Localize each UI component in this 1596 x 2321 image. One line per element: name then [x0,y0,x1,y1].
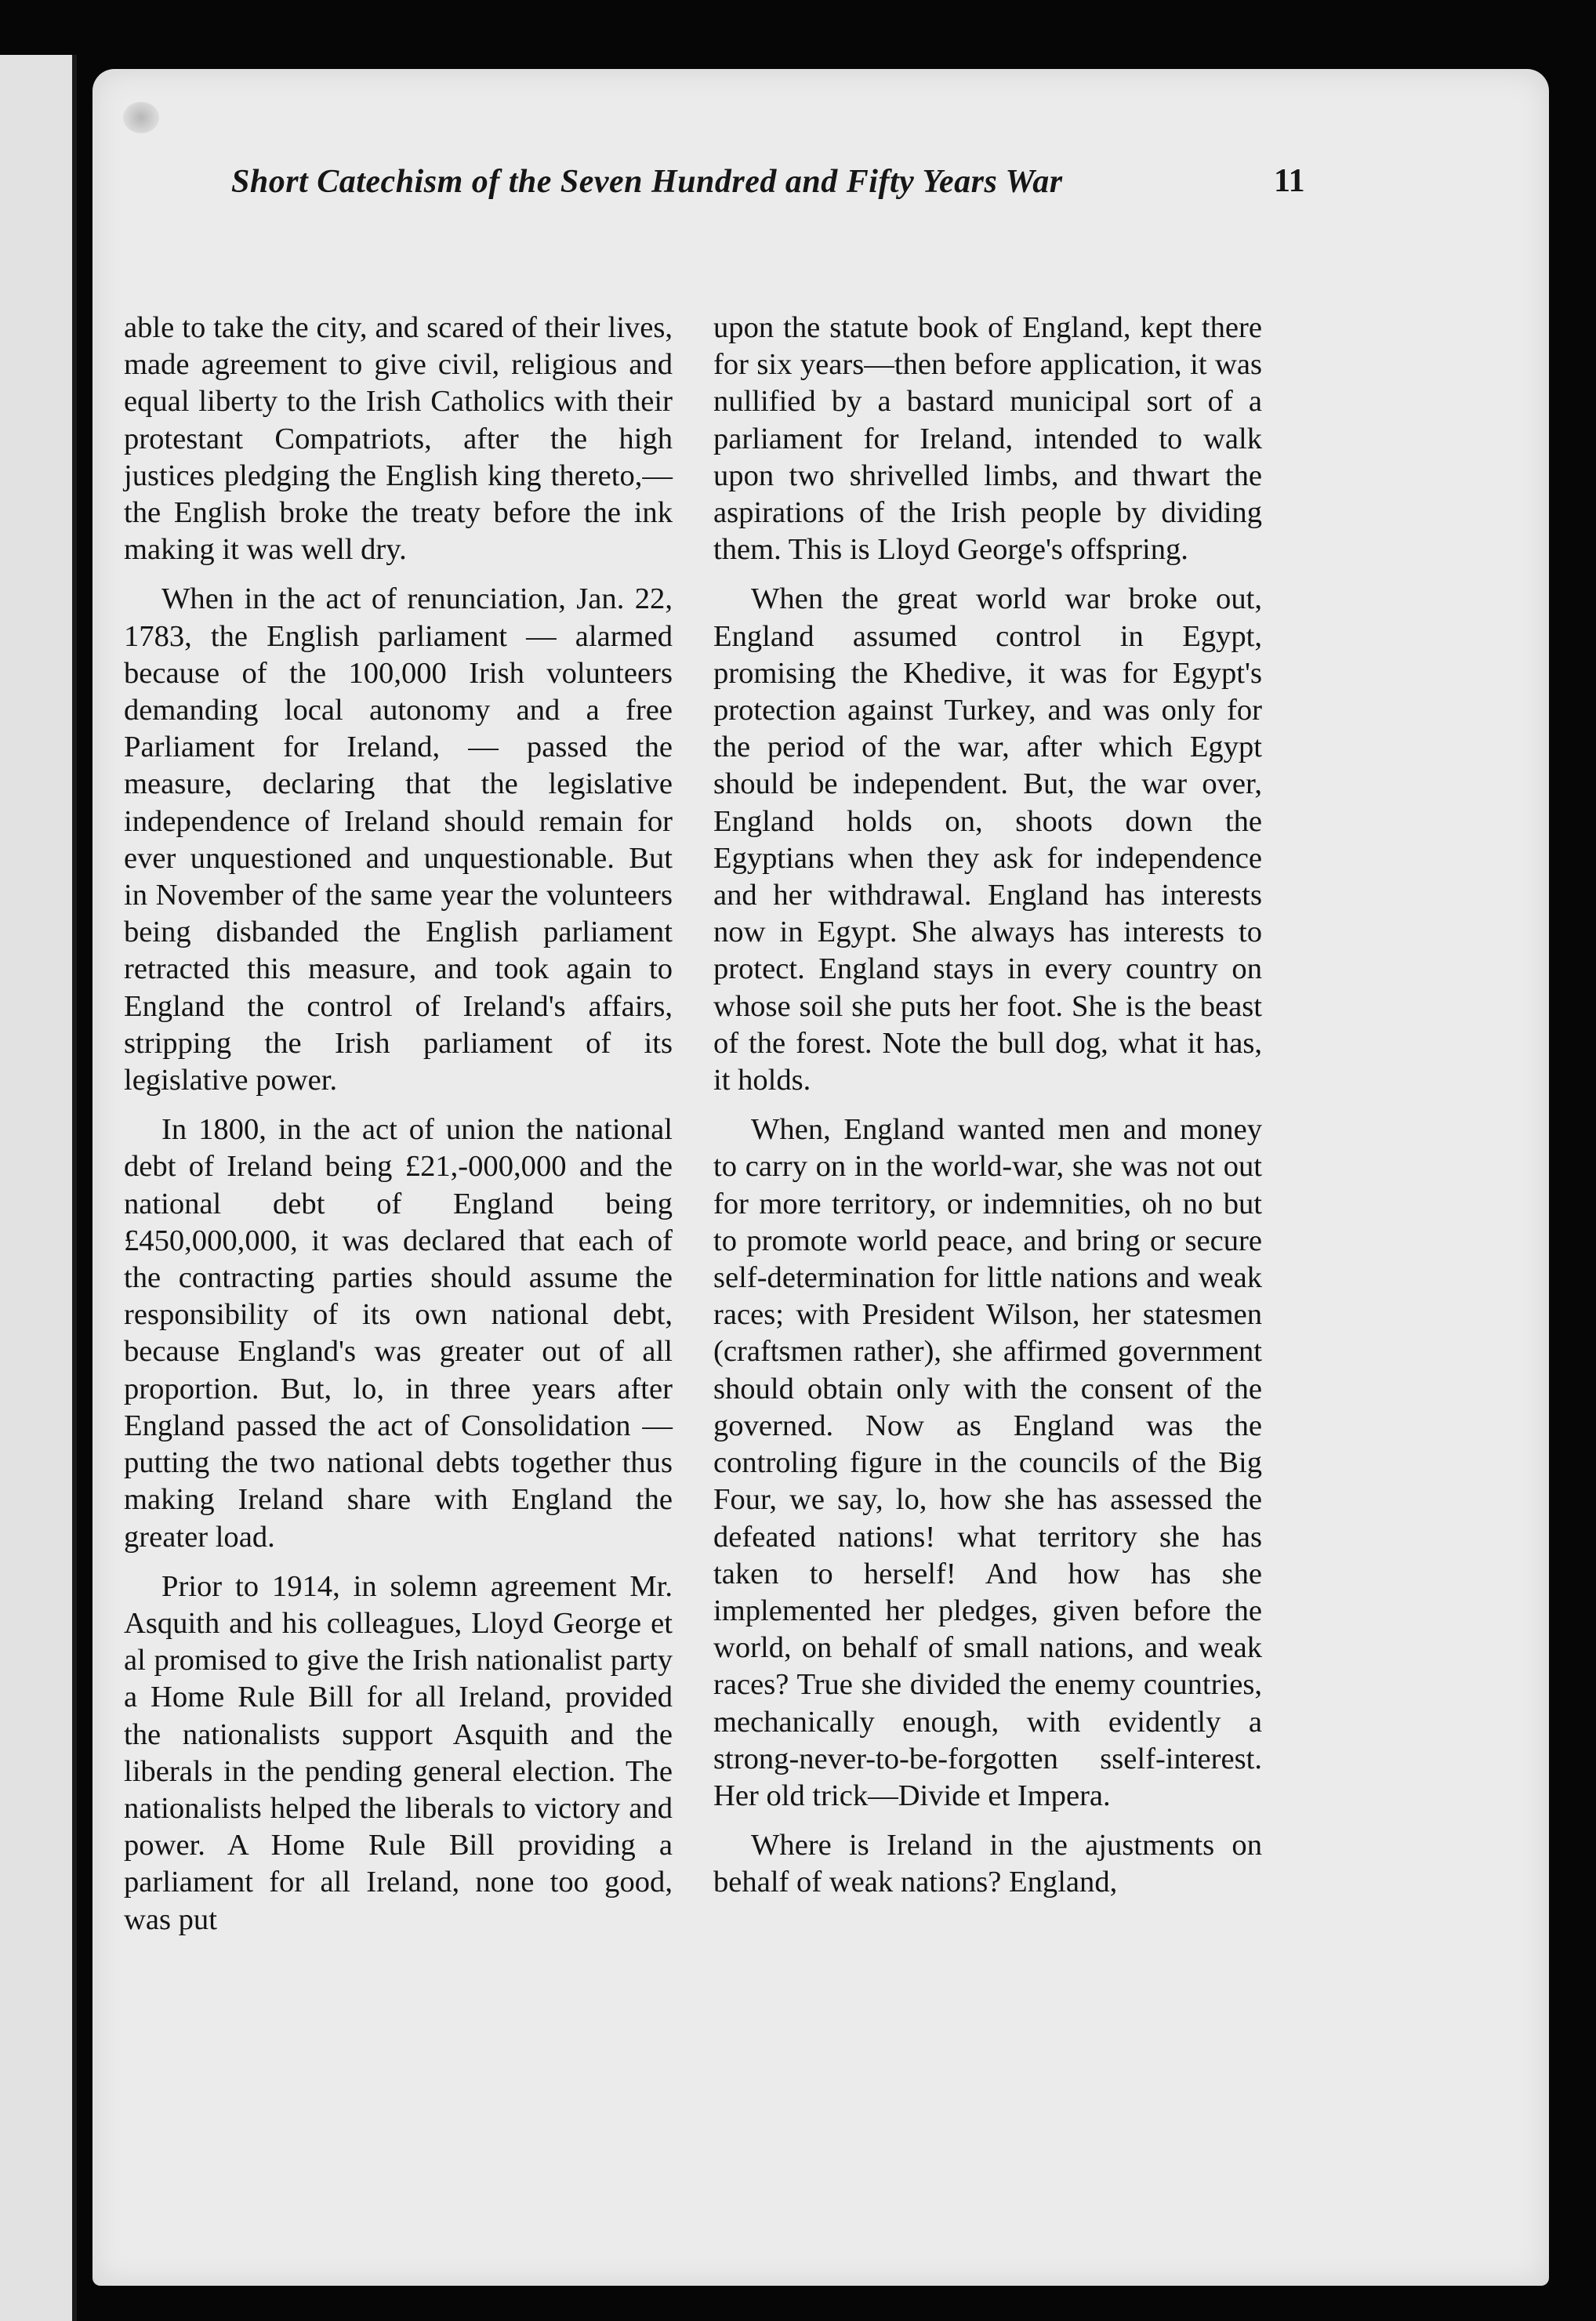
paragraph: Prior to 1914, in solemn agreement Mr. Asquith and his colleagues, Lloyd George et al promised to give the Irish nationalist party a Home Rule Bill for all Ireland, provided the nationalists support Asquith and the liberals in the pending general election. The nationalists helped the liberals to victory and power. A Home Rule Bill providing a parliament for all Ireland, none too good, was put [124,1569,673,1936]
paragraph: When in the act of renunciation, Jan. 22, 1783, the English parliament — alarmed because of the 100,000 Irish volunteers demanding local autonomy and a free Parliament for Ireland, — passed the measure, declaring that the legislative independence of Ireland should remain for ever unquestioned and unquestionable. But in November of the same year the volunteers being disbanded the English parliament retracted this measure, and took again to England the control of Ireland's affairs, stripping the Irish parliament of its legislative power. [124,582,673,1097]
adjacent-page-edge [0,55,77,2321]
paragraph: When the great world war broke out, England assumed control in Egypt, promising the Khedive, it was for Egypt's protection against Turkey, and was only for the period of the war, after which Egypt should be independent. But, the war over, England holds on, shoots down the Egyptians when they ask for independence and her withdrawal. England has interests now in Egypt. She always has interests to protect. England stays in every country on whose soil she puts her foot. She is the beast of the forest. Note the bull dog, what it has, it holds. [713,582,1262,1097]
paragraph: upon the statute book of England, kept there for six years—then before application, it was nullified by a bastard municipal sort of a parliament for Ireland, intended to walk upon two shrivelled limbs, and thwart the aspirations of the Irish people by dividing them. This is Lloyd George's offspring. [713,311,1262,567]
running-title: Short Catechism of the Seven Hundred and Fifty Years War [231,164,1063,200]
paragraph: In 1800, in the act of union the national debt of Ireland being £21,-000,000 and the national debt of England being £450,000,000, it was declared that each of the contracting parties should assume the responsibility of its own national debt, because England's was greater out of all proportion. But, lo, in three years after England passed the act of Consolidation — putting the two national debts together thus making Ireland share with England the greater load. [124,1113,673,1554]
paragraph: When, England wanted men and money to carry on in the world-war, she was not out for more territory, or indemnities, oh no but to promote world peace, and bring or secure self-determination for little nations and weak races; with President Wilson, her statesmen (craftsmen rather), she affirmed government should obtain only with the consent of the governed. Now as England was the controling figure in the councils of the Big Four, we say, lo, how she has assessed the defeated nations! what territory she has taken to herself! And how has she implemented her pledges, given before the world, on behalf of small nations, and weak races? True she divided the enemy countries, mechanically enough, with evidently a strong-never-to-be-forgotten sself-interest. Her old trick—Divide et Impera. [713,1113,1262,1812]
text-column-left [124,310,673,1951]
paragraph: able to take the city, and scared of their lives, made agreement to give civil, religious and equal liberty to the Irish Catholics with their protestant Compatriots, after the high justices pledging the English king thereto,—the English broke the treaty before the ink making it was well dry. [124,311,673,567]
page-number: 11 [1274,163,1305,199]
ink-smudge [123,102,159,133]
text-column-right [713,310,1262,1914]
paragraph: Where is Ireland in the ajustments on behalf of weak nations? England, [713,1829,1262,1899]
